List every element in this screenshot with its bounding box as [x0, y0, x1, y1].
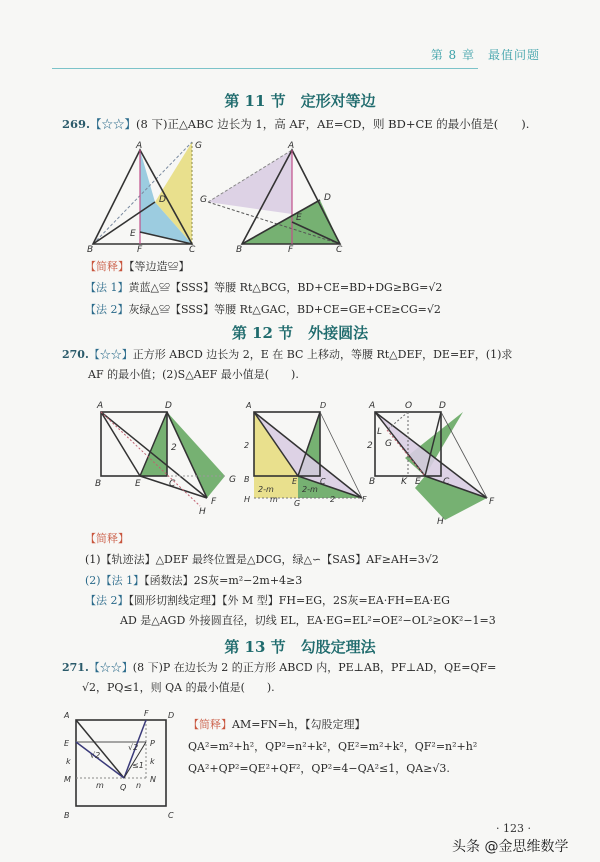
figure-271	[62, 706, 182, 826]
svg-text:F: F	[362, 495, 367, 504]
svg-text:G: G	[200, 195, 207, 205]
svg-text:P: P	[150, 739, 155, 748]
svg-text:B: B	[244, 475, 250, 484]
svg-text:E: E	[292, 477, 298, 486]
difficulty-stars: 【☆☆】	[88, 348, 133, 361]
svg-text:D: D	[324, 193, 331, 203]
svg-text:F: F	[489, 497, 495, 507]
svg-text:F: F	[144, 709, 149, 718]
svg-text:G: G	[294, 499, 301, 508]
line-text: AD 是△AGD 外接圆直径，切线 EL，EA·EG=EL²=OE²−OL²≥OK²−1=3	[120, 614, 496, 627]
svg-text:G: G	[385, 439, 392, 449]
svg-text:H: H	[199, 507, 206, 517]
svg-text:B: B	[236, 245, 243, 252]
svg-text:G: G	[195, 141, 202, 151]
problem-text: (8 下)P 在边长为 2 的正方形 ABCD 内，PE⊥AB，PF⊥AD，QE=QF=	[132, 661, 497, 674]
svg-text:2: 2	[367, 441, 373, 451]
figure-269-right	[200, 140, 360, 252]
line-tag: 【法 2】	[85, 594, 129, 607]
section-title-13: 第 13 节 勾股定理法	[224, 638, 376, 656]
svg-text:C: C	[336, 245, 343, 252]
svg-text:C: C	[443, 477, 450, 487]
problem-text: 正方形 ABCD 边长为 2，E 在 BC 上移动，等腰 Rt△DEF，DE=EF，(1)求	[132, 348, 513, 361]
svg-text:2: 2	[171, 443, 177, 453]
svg-text:k: k	[66, 757, 71, 766]
figure-270-c	[365, 398, 505, 528]
svg-text:K: K	[401, 477, 407, 487]
svg-text:m: m	[96, 781, 104, 790]
solution-271-line-2: QA²=m²+h²，QP²=n²+k²，QE²=m²+k²，QF²=n²+h²	[188, 740, 478, 753]
problem-number: 270.	[62, 348, 89, 361]
solution-271-line-3: QA²+QP²=QE²+QF²，QP²=4−QA²≤1，QA≥√3.	[188, 762, 450, 775]
svg-text:D: D	[165, 401, 172, 411]
svg-text:M: M	[64, 775, 71, 784]
svg-text:C: C	[320, 477, 326, 486]
watermark: 头条 @金思维数学	[452, 839, 569, 855]
svg-text:B: B	[64, 811, 70, 820]
svg-text:k: k	[150, 757, 155, 766]
svg-text:C: C	[168, 811, 174, 820]
method-text: 黄蓝△≌【SSS】等腰 Rt△BCG，BD+CE=BD+DG≥BG=√2	[128, 281, 443, 294]
difficulty-stars: 【☆☆】	[88, 661, 133, 674]
svg-text:2: 2	[330, 495, 336, 504]
svg-text:A: A	[136, 141, 143, 151]
svg-text:n: n	[136, 781, 142, 790]
svg-text:E: E	[64, 739, 70, 748]
line-tag: (1)	[85, 553, 101, 566]
solution-270-line-4	[120, 612, 496, 628]
svg-text:C: C	[189, 245, 196, 252]
section-title-11: 第 11 节 定形对等边	[224, 92, 376, 110]
problem-text-cont: √2，PQ≤1，则 QA 的最小值是( ).	[82, 681, 275, 694]
line-text: AM=FN=h，【勾股定理】	[232, 718, 366, 731]
solution-270-line-1	[85, 551, 439, 567]
section-title-12: 第 12 节 外接圆法	[231, 324, 369, 342]
method-tag: 【法 2】	[85, 303, 129, 316]
svg-text:F: F	[211, 497, 217, 507]
problem-text: (8 下)正△ABC 边长为 1，高 AF，AE=CD，则 BD+CE 的最小值是( ).	[136, 117, 530, 131]
svg-text:B: B	[369, 477, 376, 487]
svg-text:F: F	[137, 245, 143, 252]
svg-text:D: D	[439, 401, 446, 411]
line-text: 【圆形切割线定理】【外 M 型】FH=EG，2S灰=EA·FH=EA·EG	[128, 594, 450, 607]
svg-text:L: L	[377, 427, 383, 437]
svg-text:2-m: 2-m	[302, 485, 318, 494]
problem-text-cont: AF 的最小值；(2)S△AEF 最小值是( ).	[88, 368, 299, 381]
method-text: 灰绿△≌【SSS】等腰 Rt△GAC，BD+CE=GE+CE≥CG=√2	[128, 303, 441, 316]
line-tag: (2)【法 1】	[85, 574, 145, 587]
svg-text:H: H	[437, 517, 444, 527]
svg-text:Q: Q	[120, 783, 127, 792]
svg-text:A: A	[97, 401, 104, 411]
svg-text:A: A	[288, 141, 295, 151]
svg-text:E: E	[130, 229, 136, 239]
method-tag: 【法 1】	[85, 281, 129, 294]
solution-title: 【等边造≌】	[129, 260, 190, 273]
solution-271-line-1	[188, 716, 365, 732]
svg-text:√2: √2	[90, 751, 101, 760]
svg-text:D: D	[159, 195, 166, 205]
svg-text:E: E	[135, 479, 141, 489]
svg-text:≤1: ≤1	[132, 761, 144, 770]
svg-text:D: D	[168, 711, 175, 720]
svg-text:E: E	[296, 213, 302, 223]
solution-tag: 【简释】	[188, 718, 232, 731]
svg-text:2-m: 2-m	[258, 485, 274, 494]
problem-number: 269.	[62, 117, 91, 131]
svg-text:C: C	[169, 479, 176, 489]
problem-269	[62, 114, 529, 134]
svg-text:E: E	[415, 477, 421, 487]
svg-text:2: 2	[244, 441, 250, 450]
chapter-header: 第 8 章 最值问题	[430, 48, 540, 62]
svg-text:A: A	[64, 711, 70, 720]
solution-270-line-2	[85, 572, 302, 588]
svg-text:B: B	[95, 479, 102, 489]
figure-270-a	[85, 398, 245, 518]
svg-text:A: A	[246, 401, 252, 410]
solution-tag: 【简释】	[85, 260, 129, 273]
svg-text:A: A	[369, 401, 376, 411]
svg-text:F: F	[288, 245, 294, 252]
solution-269-header	[85, 258, 190, 274]
problem-number: 271.	[62, 661, 89, 674]
svg-text:H: H	[244, 495, 251, 504]
svg-text:N: N	[150, 775, 156, 784]
line-text: 【函数法】2S灰=m²−2m+4≥3	[144, 574, 303, 587]
solution-269-method-1	[85, 279, 442, 295]
problem-271	[62, 658, 542, 698]
solution-269-method-2	[85, 301, 441, 317]
figure-269-left	[85, 140, 205, 252]
svg-text:G: G	[229, 475, 236, 485]
line-text: 【轨迹法】△DEF 最终位置是△DCG，绿△∽【SAS】AF≥AH=3√2	[100, 553, 439, 566]
svg-text:O: O	[405, 401, 413, 411]
figure-270-b	[240, 398, 375, 518]
problem-270	[62, 345, 542, 385]
header-divider	[52, 68, 478, 69]
svg-text:D: D	[320, 401, 327, 410]
solution-270-tag: 【简释】	[85, 532, 129, 545]
difficulty-stars: 【☆☆】	[90, 117, 137, 131]
page-number: · 123 ·	[496, 822, 531, 835]
svg-text:√2: √2	[128, 743, 139, 752]
svg-text:B: B	[87, 245, 94, 252]
svg-text:m: m	[270, 495, 278, 504]
solution-270-line-3	[85, 592, 450, 608]
